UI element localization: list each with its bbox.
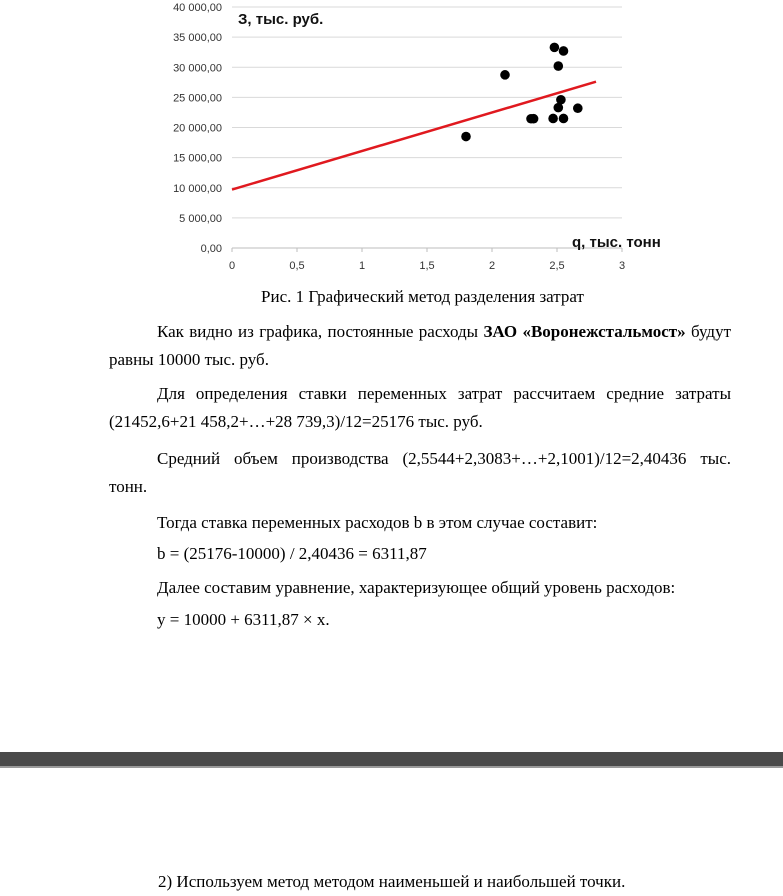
data-point: [550, 43, 560, 53]
y-tick-label: 10 000,00: [173, 182, 222, 195]
trendline-group: [232, 82, 596, 190]
data-point: [548, 114, 558, 124]
figure-caption: Рис. 1 Графический метод разделения затрат: [261, 287, 584, 306]
paragraph-average-volume: Средний объем производства (2,5544+2,3083+…+2,1001)/12=2,40436 тыс. тонн.: [109, 449, 731, 496]
cost-scatter-chart: [0, 0, 783, 285]
paragraph-average-costs: Для определения ставки переменных затрат рассчитаем средние затраты (21452,6+21 458,2+…+28 739,3)/12=25176 тыс. руб.: [109, 384, 731, 431]
formula-equation: у = 10000 + 6311,87 × х.: [157, 610, 330, 629]
data-point: [559, 46, 569, 56]
paragraph-fixed-costs: [109, 318, 731, 374]
y-tick-label: 20 000,00: [173, 122, 222, 135]
y-tick-label: 30 000,00: [173, 62, 222, 75]
formula-rate: b = (25176-10000) / 2,40436 = 6311,87: [157, 544, 427, 563]
data-point: [554, 61, 564, 71]
x-tick-labels: [229, 260, 625, 272]
y-tick-label: 35 000,00: [173, 32, 222, 45]
next-section-heading: 2) Используем метод методом наименьшей и наибольшей точки.: [158, 872, 626, 891]
x-tick-label: 1,5: [419, 260, 435, 272]
data-point: [556, 95, 566, 105]
fixed-costs-text-after: будут равны 10000 тыс. руб.: [109, 322, 732, 369]
grid-lines: [232, 7, 622, 252]
paragraph-rate-intro: Тогда ставка переменных расходов b в этом случае составит:: [157, 513, 598, 532]
x-tick-label: 2: [488, 260, 496, 272]
y-axis-title: З, тыс. руб.: [238, 11, 324, 28]
y-tick-label: 0,00: [200, 243, 222, 255]
page-separator: [0, 752, 783, 766]
x-tick-label: 0,5: [289, 260, 305, 272]
data-point: [573, 103, 583, 113]
y-tick-labels: [173, 2, 222, 255]
paragraph-equation-intro: Далее составим уравнение, характеризующее общий уровень расходов:: [157, 578, 676, 597]
x-tick-label: 1: [358, 260, 366, 272]
data-point: [461, 132, 471, 142]
trendline: [232, 82, 596, 190]
data-point: [559, 114, 569, 124]
x-tick-label: 2,5: [549, 260, 565, 272]
y-tick-label: 15 000,00: [173, 152, 222, 165]
company-name: ЗАО «Воронежстальмост»: [483, 322, 686, 341]
x-axis-title: q, тыс. тонн: [572, 234, 661, 251]
x-tick-label: 0: [228, 260, 236, 272]
y-tick-label: 25 000,00: [173, 92, 222, 105]
fixed-costs-text-before: Как видно из графика, постоянные расходы: [157, 322, 484, 341]
y-tick-label: 5 000,00: [179, 212, 222, 225]
y-tick-label: 40 000,00: [173, 2, 222, 14]
x-tick-label: 3: [618, 260, 626, 272]
data-point: [529, 114, 539, 124]
data-point: [500, 70, 510, 80]
